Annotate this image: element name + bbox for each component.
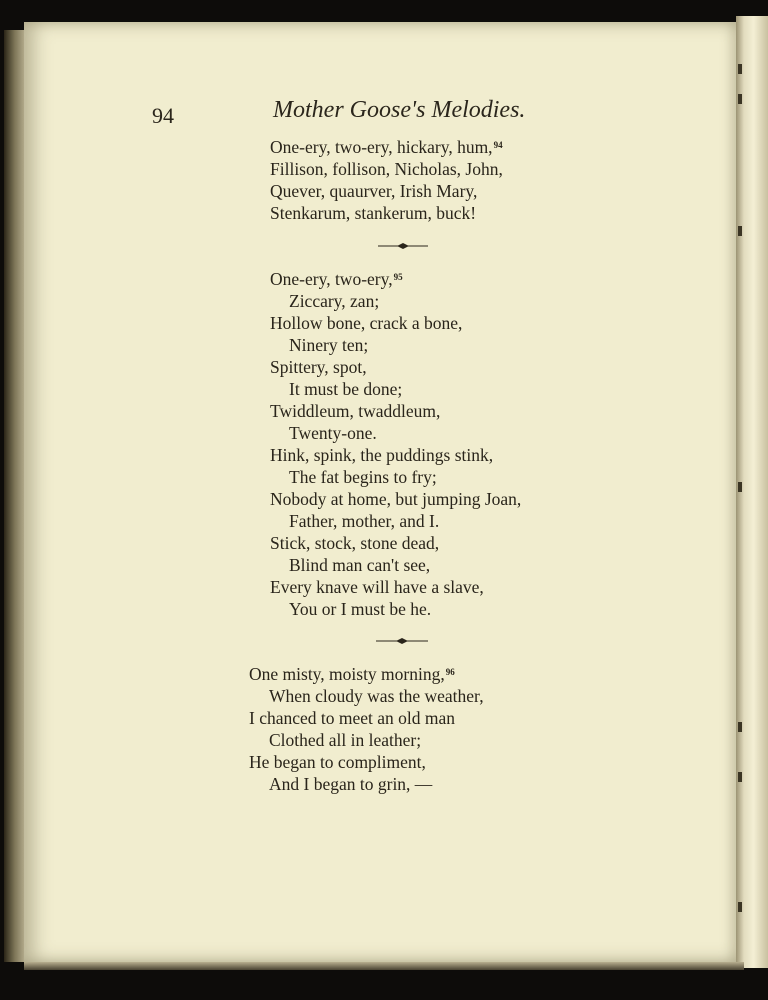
facing-page-edge [736,16,768,968]
rhyme-line: Stenkarum, stankerum, buck! [270,203,477,223]
rhyme-line: Fillison, follison, Nicholas, John, [270,159,503,179]
rhyme-line: Clothed all in leather; [269,730,422,750]
rhyme-line: And I began to grin, — [269,774,433,794]
rhyme-line: He began to compliment, [249,752,426,772]
rhyme-line: Ziccary, zan; [289,291,380,311]
rhyme-line: Hollow bone, crack a bone, [270,313,463,333]
rhyme-line: Hink, spink, the puddings stink, [270,445,494,465]
section-divider [376,636,428,646]
page-number: 94 [152,103,174,128]
rhyme-line: Father, mother, and I. [289,511,440,531]
footnote-marker: 94 [493,140,503,150]
rhyme-line: The fat begins to fry; [289,467,437,487]
rhyme-line: Blind man can't see, [289,555,431,575]
rhyme-line: One-ery, two-ery, hickary, hum,$^{94}$ [270,137,503,157]
rhyme-line: Spittery, spot, [270,357,367,377]
rhyme-line: It must be done; [289,379,403,399]
rhyme-line: You or I must be he. [289,599,432,619]
rhyme-line: Every knave will have a slave, [270,577,484,597]
rhyme-line: Twiddleum, twaddleum, [270,401,441,421]
section-divider [378,241,428,251]
rhyme-line: Twenty-one. [289,423,377,443]
edge-mark [738,772,742,782]
rhyme-line: I chanced to meet an old man [249,708,456,728]
footnote-marker: 96 [445,667,455,677]
edge-mark [738,482,742,492]
rhyme-line: Stick, stock, stone dead, [270,533,440,553]
rhyme-line: Nobody at home, but jumping Joan, [270,489,522,509]
page-bottom-edge [24,962,744,970]
rhyme-line: One-ery, two-ery,$^{95}$ [270,269,403,289]
edge-mark [738,226,742,236]
rhyme-line: One misty, moisty morning,$^{96}$ [249,664,455,684]
rhyme-line: Quever, quaurver, Irish Mary, [270,181,478,201]
rhyme-line: When cloudy was the weather, [269,686,484,706]
footnote-marker: 95 [393,272,403,282]
running-title: Mother Goose's Melodies. [273,97,526,123]
edge-mark [738,722,742,732]
edge-mark [738,902,742,912]
edge-mark [738,64,742,74]
edge-mark [738,94,742,104]
rhyme-line: Ninery ten; [289,335,369,355]
